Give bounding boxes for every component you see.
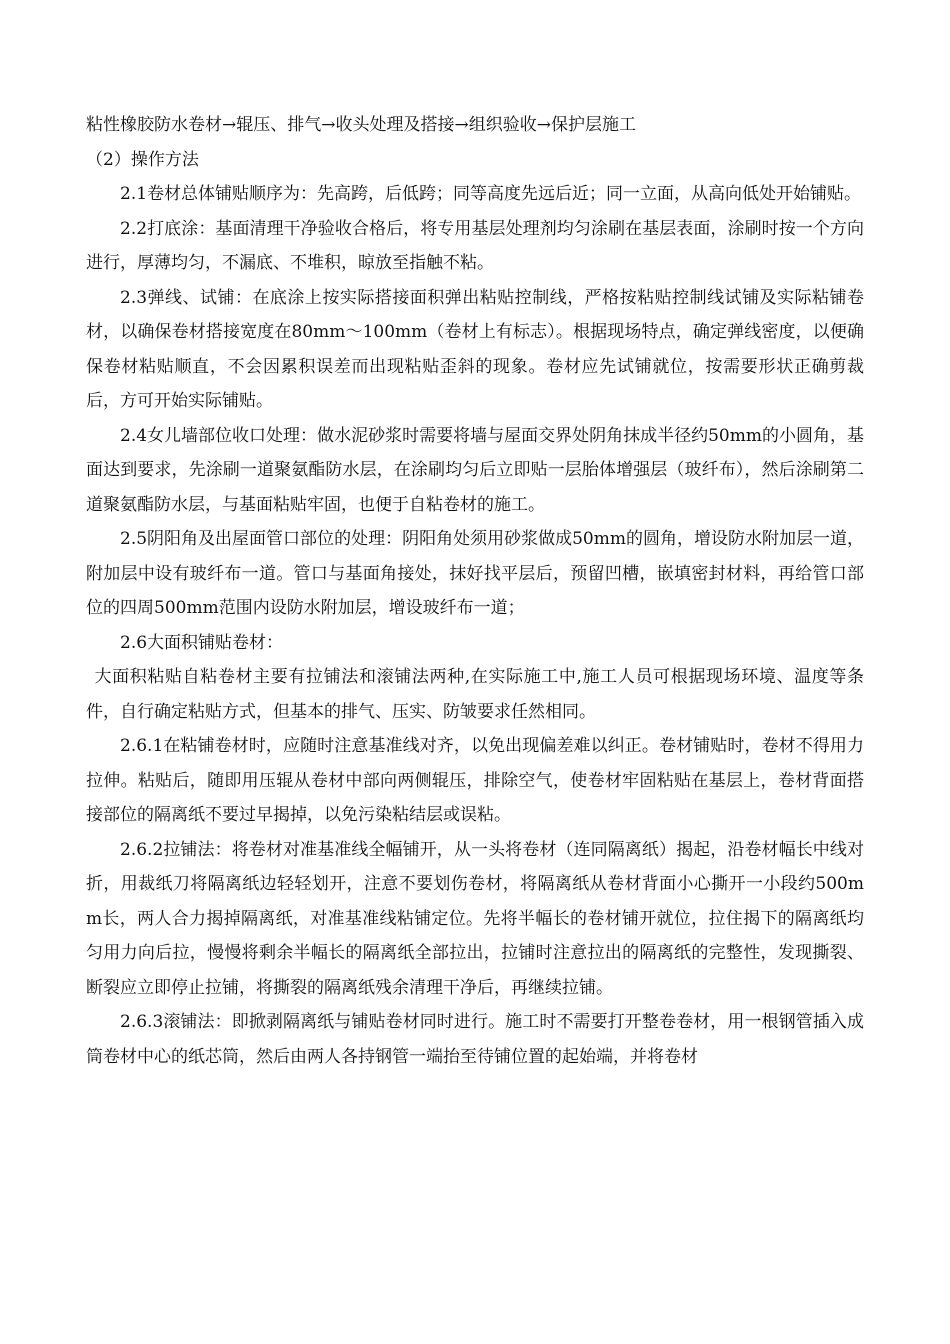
paragraph-2-5: 2.5阴阳角及出屋面管口部位的处理：阴阳角处须用砂浆做成50mm的圆角，增设防水附加层一道，附加层中设有玻纤布一道。管口与基面角接处，抹好找平层后，预留凹槽，嵌填密封材料，再给管口部位的四周500mm范围内设防水附加层，增设玻纤布一道； xyxy=(86,529,864,618)
paragraph-2-3: 2.3弹线、试铺：在底涂上按实际搭接面积弹出粘贴控制线，严格按粘贴控制线试铺及实际粘铺卷材，以确保卷材搭接宽度在80mm～100mm（卷材上有标志）。根据现场特点，确定弹线密度，以便确保卷材粘贴顺直，不会因累积误差而出现粘贴歪斜的现象。卷材应先试铺就位，按需要形状正确剪裁后，方可开始实际铺贴。 xyxy=(86,287,864,411)
paragraph-2-2: 2.2打底涂：基面清理干净验收合格后，将专用基层处理剂均匀涂刷在基层表面，涂刷时按一个方向进行，厚薄均匀，不漏底、不堆积，晾放至指触不粘。 xyxy=(86,218,864,273)
paragraph-2-6-2: 2.6.2拉铺法：将卷材对准基准线全幅铺开，从一头将卷材（连同隔离纸）揭起，沿卷材幅长中线对折，用裁纸刀将隔离纸边轻轻划开，注意不要划伤卷材，将隔离纸从卷材背面小心撕开一小段约500mm长，两人合力揭掉隔离纸，对准基准线粘铺定位。先将半幅长的卷材铺开就位，拉住揭下的隔离纸均匀用力向后拉，慢慢将剩余半幅长的隔离纸全部拉出，拉铺时注意拉出的隔离纸的完整性，发现撕裂、断裂应立即停止拉铺，将撕裂的隔离纸残余清理干净后，再继续拉铺。 xyxy=(86,839,864,998)
paragraph-2-6-1: 2.6.1在粘铺卷材时，应随时注意基准线对齐，以免出现偏差难以纠正。卷材铺贴时，卷材不得用力拉伸。粘贴后，随即用压辊从卷材中部向两侧辊压，排除空气，使卷材牢固粘贴在基层上，卷材背面搭接部位的隔离纸不要过早揭掉，以免污染粘结层或误粘。 xyxy=(86,736,864,825)
section-heading-operation-method: （2）操作方法 xyxy=(86,149,199,170)
paragraph-2-6-3: 2.6.3滚铺法：即掀剥隔离纸与铺贴卷材同时进行。施工时不需要打开整卷卷材，用一根钢管插入成筒卷材中心的纸芯筒，然后由两人各持钢管一端抬至待铺位置的起始端，并将卷材 xyxy=(86,1012,864,1067)
paragraph-2-4: 2.4女儿墙部位收口处理：做水泥砂浆时需要将墙与屋面交界处阴角抹成半径约50mm的小圆角，基面达到要求，先涂刷一道聚氨酯防水层，在涂刷均匀后立即贴一层胎体增强层（玻纤布），然后涂刷第二道聚氨酯防水层，与基面粘贴牢固，也便于自粘卷材的施工。 xyxy=(86,425,864,515)
paragraph-2-6-intro: 大面积粘贴自粘卷材主要有拉铺法和滚铺法两种,在实际施工中,施工人员可根据现场环境、温度等条件，自行确定粘贴方式，但基本的排气、压实、防皱要求任然相同。 xyxy=(86,667,864,722)
document-body xyxy=(86,108,864,1074)
paragraph-process-flow: 粘性橡胶防水卷材→辊压、排气→收头处理及搭接→组织验收→保护层施工 xyxy=(86,115,636,135)
paragraph-2-1: 2.1卷材总体铺贴顺序为：先高跨，后低跨；同等高度先远后近；同一立面，从高向低处开始铺贴。 xyxy=(120,184,862,204)
paragraph-2-6-heading: 2.6大面积铺贴卷材： xyxy=(120,632,284,653)
